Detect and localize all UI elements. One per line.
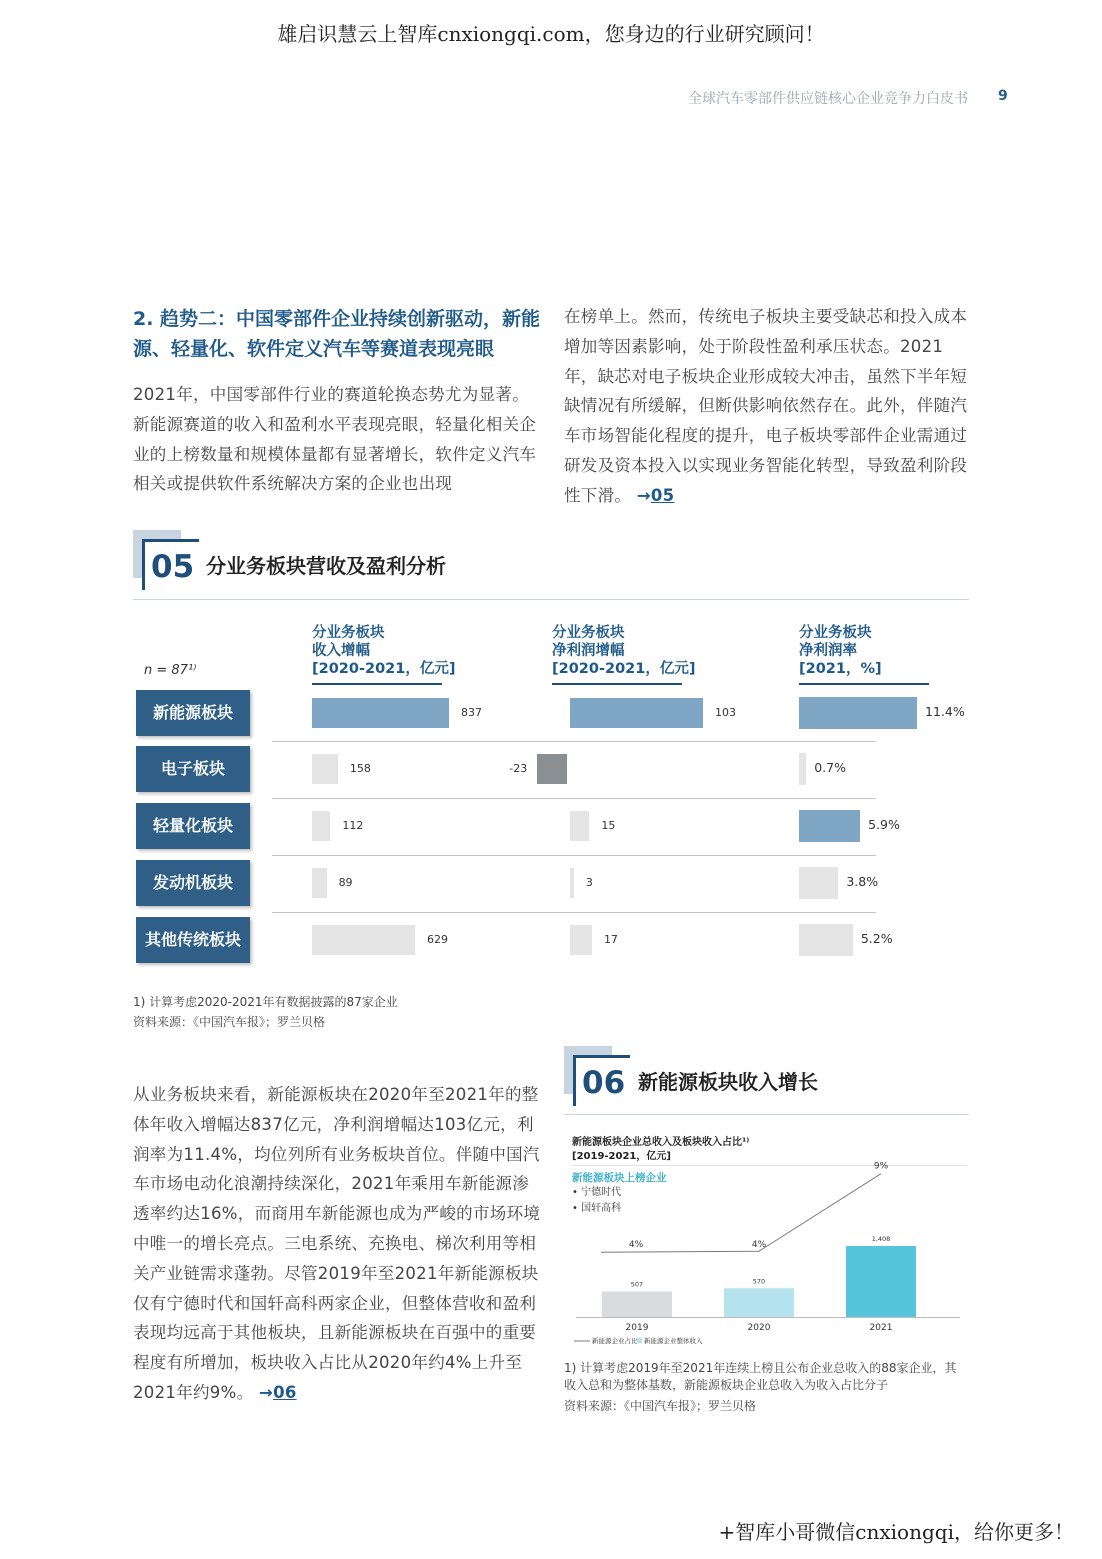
col-head-line-3: [2021，%] <box>799 661 882 677</box>
legend-label: 新能源企业占比 <box>592 1337 638 1345</box>
revenue-label: 570 <box>752 1277 766 1286</box>
data-label: 103 <box>715 706 736 719</box>
section-heading: 2. 趋势二：中国零部件企业持续创新驱动，新能源、轻量化、软件定义汽车等赛道表现亮眼 <box>133 308 541 360</box>
data-bar <box>570 811 589 841</box>
col-head-margin <box>799 624 882 678</box>
col-head-line-1: 分业务板块 <box>312 625 385 641</box>
figure-05-footnotes <box>133 992 633 1032</box>
share-label: 4% <box>751 1240 767 1251</box>
data-label: 629 <box>426 933 448 946</box>
share-label: 4% <box>628 1240 644 1251</box>
figure-06-number-box <box>573 1055 630 1106</box>
row-separator <box>272 741 876 742</box>
col-head-underline <box>552 683 682 685</box>
figure-06-number: 06 <box>582 1065 626 1101</box>
col-head-line-2: 净利润增幅 <box>552 643 625 659</box>
figure-06-source: 资料来源：《中国汽车报》；罗兰贝格 <box>564 1399 757 1413</box>
body-paragraph-3 <box>133 1080 543 1408</box>
x-tick-label: 2020 <box>747 1323 771 1333</box>
figure-06-footnote: 1) 计算考虑2019年至2021年连续上榜且公布企业总收入的88家企业，其收入总和为整体基数，新能源板块企业总收入为收入占比分子 <box>564 1361 957 1392</box>
data-bar <box>312 868 327 898</box>
legend-bar-swatch <box>637 1338 642 1343</box>
row-label: 电子板块 <box>136 746 250 792</box>
figure-06-subtitle-text: 新能源板块企业总收入及板块收入占比¹⁾ <box>572 1137 750 1148</box>
data-label: 837 <box>461 706 482 719</box>
revenue-label: 507 <box>630 1280 644 1289</box>
data-bar <box>799 867 838 899</box>
figure-05-number: 05 <box>151 549 195 585</box>
data-label: 3 <box>585 876 593 889</box>
arrow-right-icon: → <box>636 485 651 505</box>
data-label: 3.8% <box>846 874 879 889</box>
col-head-underline <box>312 683 442 685</box>
x-tick-label: 2021 <box>869 1323 893 1333</box>
data-bar <box>312 925 415 955</box>
col-head-underline <box>799 683 929 685</box>
data-bar <box>799 753 806 785</box>
data-bar <box>799 697 917 729</box>
col-head-revenue <box>312 624 456 678</box>
legend-item: • 宁德时代 <box>572 1187 622 1198</box>
figure-ref-label: 05 <box>650 485 675 505</box>
col-head-line-3: [2020-2021，亿元] <box>552 661 696 677</box>
figure-05-link[interactable] <box>637 486 675 505</box>
data-label: 11.4% <box>925 704 965 719</box>
figure-06-subtitle-unit: [2019-2021，亿元] <box>572 1151 671 1162</box>
figure-06-divider <box>564 1114 969 1115</box>
figure-06-subtitle <box>572 1136 749 1164</box>
revenue-bar <box>846 1246 916 1317</box>
paragraph-text: 在榜单上。然而，传统电子板块主要受缺芯和投入成本增加等因素影响，处于阶段性盈利承压状态。2021年，缺芯对电子板块企业形成较大冲击，虽然下半年短缺情况有所缓解，但断供影响依然存在。此外，伴随汽车市场智能化程度的提升，电子板块零部件企业需通过研发及资本投入以实现业务智能化转型，导致盈利阶段性下滑。 <box>564 307 968 505</box>
figure-05-footnote: 1) 计算考虑2020-2021年有数据披露的87家企业 <box>133 995 398 1009</box>
data-label: 0.7% <box>814 760 846 775</box>
row-label: 其他传统板块 <box>136 917 250 963</box>
data-bar <box>570 868 574 898</box>
figure-06-footnotes <box>564 1360 964 1415</box>
body-paragraph-1: 2021年，中国零部件行业的赛道轮换态势尤为显著。新能源赛道的收入和盈利水平表现亮眼，轻量化相关企业的上榜数量和规模体量都有显著增长，软件定义汽车相关或提供软件系统解决方案的企业也出现 <box>133 385 537 494</box>
legend-title: 新能源板块上榜企业 <box>572 1172 667 1184</box>
col-head-line-1: 分业务板块 <box>799 625 872 641</box>
data-label: -23 <box>509 762 528 775</box>
col-head-profit <box>552 624 696 678</box>
figure-06-subdivider <box>572 1165 967 1166</box>
data-label: 158 <box>349 762 371 775</box>
figure-06-link[interactable] <box>259 1383 297 1402</box>
col-head-line-3: [2020-2021，亿元] <box>312 661 456 677</box>
figure-05-source: 资料来源：《中国汽车报》；罗兰贝格 <box>133 1015 326 1029</box>
body-paragraph-2 <box>564 302 974 511</box>
data-label: 17 <box>603 933 618 946</box>
data-bar <box>570 698 703 728</box>
figure-05-number-box <box>142 539 199 590</box>
row-label: 新能源板块 <box>136 690 250 736</box>
data-label: 5.2% <box>860 931 893 946</box>
col-head-line-2: 收入增幅 <box>312 643 370 659</box>
row-separator <box>272 798 876 799</box>
watermark-bottom: +智库小哥微信cnxiongqi，给你更多！ <box>718 1520 1074 1544</box>
legend-item: • 国轩高科 <box>572 1203 622 1214</box>
row-label: 发动机板块 <box>136 860 250 906</box>
row-label: 轻量化板块 <box>136 803 250 849</box>
watermark-top: 雄启识慧云上智库cnxiongqi.com，您身边的行业研究顾问！ <box>277 22 825 46</box>
legend-label: 新能源企业整体收入 <box>644 1337 703 1345</box>
arrow-right-icon: → <box>258 1382 274 1402</box>
figure-ref-label: 06 <box>273 1382 297 1402</box>
figure-06-title: 新能源板块收入增长 <box>638 1070 818 1094</box>
data-bar <box>799 924 853 956</box>
data-bar <box>312 811 330 841</box>
revenue-bar <box>602 1291 672 1317</box>
data-bar <box>799 810 860 842</box>
x-tick-label: 2019 <box>625 1323 649 1333</box>
row-separator <box>272 855 876 856</box>
col-head-line-2: 净利润率 <box>799 643 857 659</box>
data-label: 15 <box>601 819 616 832</box>
data-label: 112 <box>342 819 364 832</box>
data-label: 89 <box>338 876 353 889</box>
data-bar <box>570 925 592 955</box>
revenue-label: 1,408 <box>871 1235 891 1243</box>
page-number: 9 <box>998 88 1008 104</box>
data-label: 5.9% <box>868 817 900 832</box>
figure-05-title: 分业务板块营收及盈利分析 <box>206 554 446 578</box>
revenue-bar <box>724 1288 794 1317</box>
running-head: 全球汽车零部件供应链核心企业竞争力白皮书 <box>688 91 968 107</box>
figure-06-chart <box>564 1161 969 1352</box>
data-bar <box>537 754 567 784</box>
share-label: 9% <box>873 1161 889 1172</box>
figure-05-divider <box>133 599 969 600</box>
row-separator <box>272 912 876 913</box>
data-bar <box>312 754 338 784</box>
paragraph-text: 从业务板块来看，新能源板块在2020年至2021年的整体年收入增幅达837亿元，净利润增幅达103亿元，利润率为11.4%，均位列所有业务板块首位。伴随中国汽车市场电动化浪潮持续深化，2021年乘用车新能源渗透率约达16%，而商用车新能源也成为严峻的市场环境中唯一的增长亮点。三电系统、充换电、梯次利用等相关产业链需求蓬勃。尽管2019年至2021年新能源板块仅有宁德时代和国轩高科两家企业，但整体营收和盈利表现均远高于其他板块，且新能源板块在百强中的重要程度有所增加，板块收入占比从2020年约4%上升至2021年约9%。 <box>133 1085 541 1402</box>
data-bar <box>312 698 449 728</box>
sample-size-label: n = 87¹⁾ <box>144 663 197 678</box>
col-head-line-1: 分业务板块 <box>552 625 625 641</box>
